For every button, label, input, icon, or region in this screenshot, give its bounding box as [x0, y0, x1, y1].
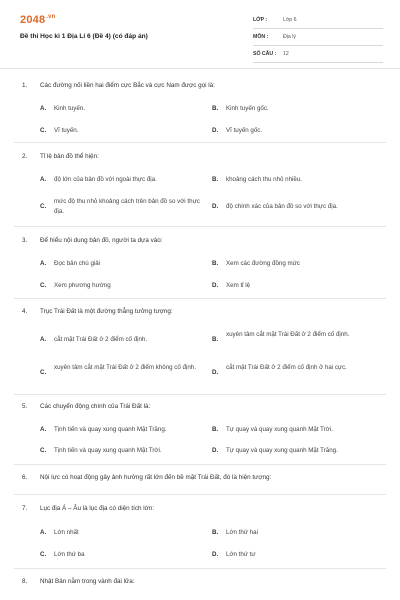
- meta-value: Địa lý: [283, 34, 296, 40]
- option-text: Lớn nhất: [54, 529, 79, 536]
- question-number: 7.: [22, 505, 28, 512]
- option-text: xuyên tâm cắt mặt Trái Đất ở 2 điểm cố định.: [226, 331, 350, 338]
- option-text: Xem phương hướng: [54, 282, 111, 289]
- option-text: Tự quay và quay xung quanh Mặt Trời.: [226, 426, 333, 433]
- option-text: Tịnh tiến và quay xung quanh Mặt Trăng.: [54, 426, 167, 433]
- option-letter: D.: [212, 447, 219, 454]
- option-text: Xem các đường đồng mức: [226, 260, 300, 267]
- option-text: độ chính xác của bản đồ so với thực địa.: [226, 203, 338, 210]
- meta-row-grade: [253, 12, 383, 29]
- option-text: cắt mặt Trái Đất ở 2 điểm cố định ở hai cực.: [226, 364, 347, 371]
- question-text: Nhật Bản nằm trong vành đai lửa:: [40, 578, 135, 585]
- question-stem: [22, 82, 215, 89]
- option-letter: A.: [40, 529, 47, 536]
- meta-value: Lớp 6: [283, 17, 297, 23]
- option-letter: B.: [212, 260, 219, 267]
- question-divider: [14, 394, 386, 395]
- question-number: 3.: [22, 237, 28, 244]
- meta-row-subject: [253, 29, 383, 46]
- question-text: Trục Trái Đất là một đường thẳng tưởng tượng:: [40, 308, 173, 315]
- option-text: Kinh tuyến gốc.: [226, 105, 269, 112]
- question-stem: [22, 153, 99, 160]
- option-letter: C.: [40, 447, 47, 454]
- meta-label: SỐ CÂU :: [253, 51, 277, 57]
- option-letter: C.: [40, 127, 47, 134]
- question-stem: [22, 237, 163, 244]
- question-text: Các đường nối liền hai điểm cực Bắc và cực Nam được gọi là:: [40, 82, 215, 89]
- meta-value: 12: [283, 51, 289, 57]
- option-text: Vĩ tuyến.: [54, 127, 79, 134]
- option-letter: D.: [212, 551, 219, 558]
- option-letter: D.: [212, 203, 219, 210]
- question-divider: [14, 298, 386, 299]
- question-stem: [22, 505, 154, 512]
- logo-suffix: .vn: [46, 14, 56, 20]
- option-letter: A.: [40, 260, 47, 267]
- question-divider: [14, 226, 386, 227]
- option-text: độ lớn của bản đồ với ngoài thực địa.: [54, 176, 157, 183]
- question-stem: [22, 578, 135, 585]
- option-text: cắt mặt Trái Đất ở 2 điểm cố định.: [54, 336, 148, 343]
- option-letter: B.: [212, 426, 219, 433]
- option-text: Vĩ tuyến gốc.: [226, 127, 263, 134]
- question-divider: [14, 142, 386, 143]
- question-text: Tỉ lệ bản đồ thể hiện:: [40, 153, 99, 160]
- question-number: 4.: [22, 308, 28, 315]
- meta-label: MÔN :: [253, 34, 269, 40]
- option-letter: A.: [40, 105, 47, 112]
- option-text: Tự quay và quay xung quanh Mặt Trăng.: [226, 447, 338, 454]
- option-text: Xem tỉ lệ: [226, 282, 251, 289]
- question-divider: [14, 568, 386, 569]
- option-text: Lớn thứ hai: [226, 529, 258, 536]
- question-number: 6.: [22, 474, 28, 481]
- question-text: Các chuyển động chính của Trái Đất là:: [40, 403, 151, 410]
- option-letter: A.: [40, 176, 47, 183]
- option-letter: C.: [40, 551, 47, 558]
- option-text: Lớn thứ tư: [226, 551, 256, 558]
- option-letter: B.: [212, 529, 219, 536]
- option-letter: B.: [212, 105, 219, 112]
- question-number: 5.: [22, 403, 28, 410]
- meta-row-count: [253, 46, 383, 63]
- question-text: Nội lực có hoạt động gây ảnh hưởng rất lớn đến bề mặt Trái Đất, đó là hiện tượng:: [40, 474, 272, 481]
- option-letter: D.: [212, 282, 219, 289]
- option-letter: C.: [40, 203, 47, 210]
- option-letter: D.: [212, 369, 219, 376]
- option-text: Tịnh tiến và quay xung quanh Mặt Trời.: [54, 447, 162, 454]
- question-number: 2.: [22, 153, 28, 160]
- option-text: mức độ thu nhỏ khoảng cách trên bản đồ so với thực địa.: [54, 198, 200, 215]
- question-divider: [14, 494, 386, 495]
- question-stem: [22, 403, 150, 410]
- question-text: Để hiểu nội dung bản đồ, người ta dựa vào:: [40, 237, 163, 244]
- page-header: [0, 0, 400, 70]
- option-text: Lớn thứ ba: [54, 551, 85, 558]
- option-letter: C.: [40, 282, 47, 289]
- question-text: Lục địa Á – Âu là lục địa có diện tích lớn:: [40, 505, 155, 512]
- option-letter: B.: [212, 336, 219, 343]
- option-letter: A.: [40, 336, 47, 343]
- option-letter: B.: [212, 176, 219, 183]
- site-logo[interactable]: [20, 14, 56, 26]
- option-letter: C.: [40, 369, 47, 376]
- option-letter: D.: [212, 127, 219, 134]
- option-text: Đọc bản chú giải: [54, 260, 101, 267]
- meta-label: LỚP :: [253, 17, 268, 23]
- question-number: 1.: [22, 82, 28, 89]
- option-text: xuyên tâm cắt mặt Trái Đất ở 2 điểm không cố định.: [54, 364, 196, 371]
- question-number: 8.: [22, 578, 28, 585]
- option-text: Kinh tuyến.: [54, 105, 85, 112]
- option-letter: A.: [40, 426, 47, 433]
- question-divider: [14, 464, 386, 465]
- question-stem: [22, 474, 271, 481]
- option-text: khoảng cách thu nhỏ nhiều.: [226, 176, 303, 183]
- logo-text: 2048: [20, 14, 46, 26]
- exam-title: Đề thi Học kì 1 Địa Lí 6 (Đề 4) (có đáp án): [20, 33, 148, 40]
- exam-meta: [253, 12, 383, 63]
- question-stem: [22, 308, 173, 315]
- header-divider: [0, 68, 400, 69]
